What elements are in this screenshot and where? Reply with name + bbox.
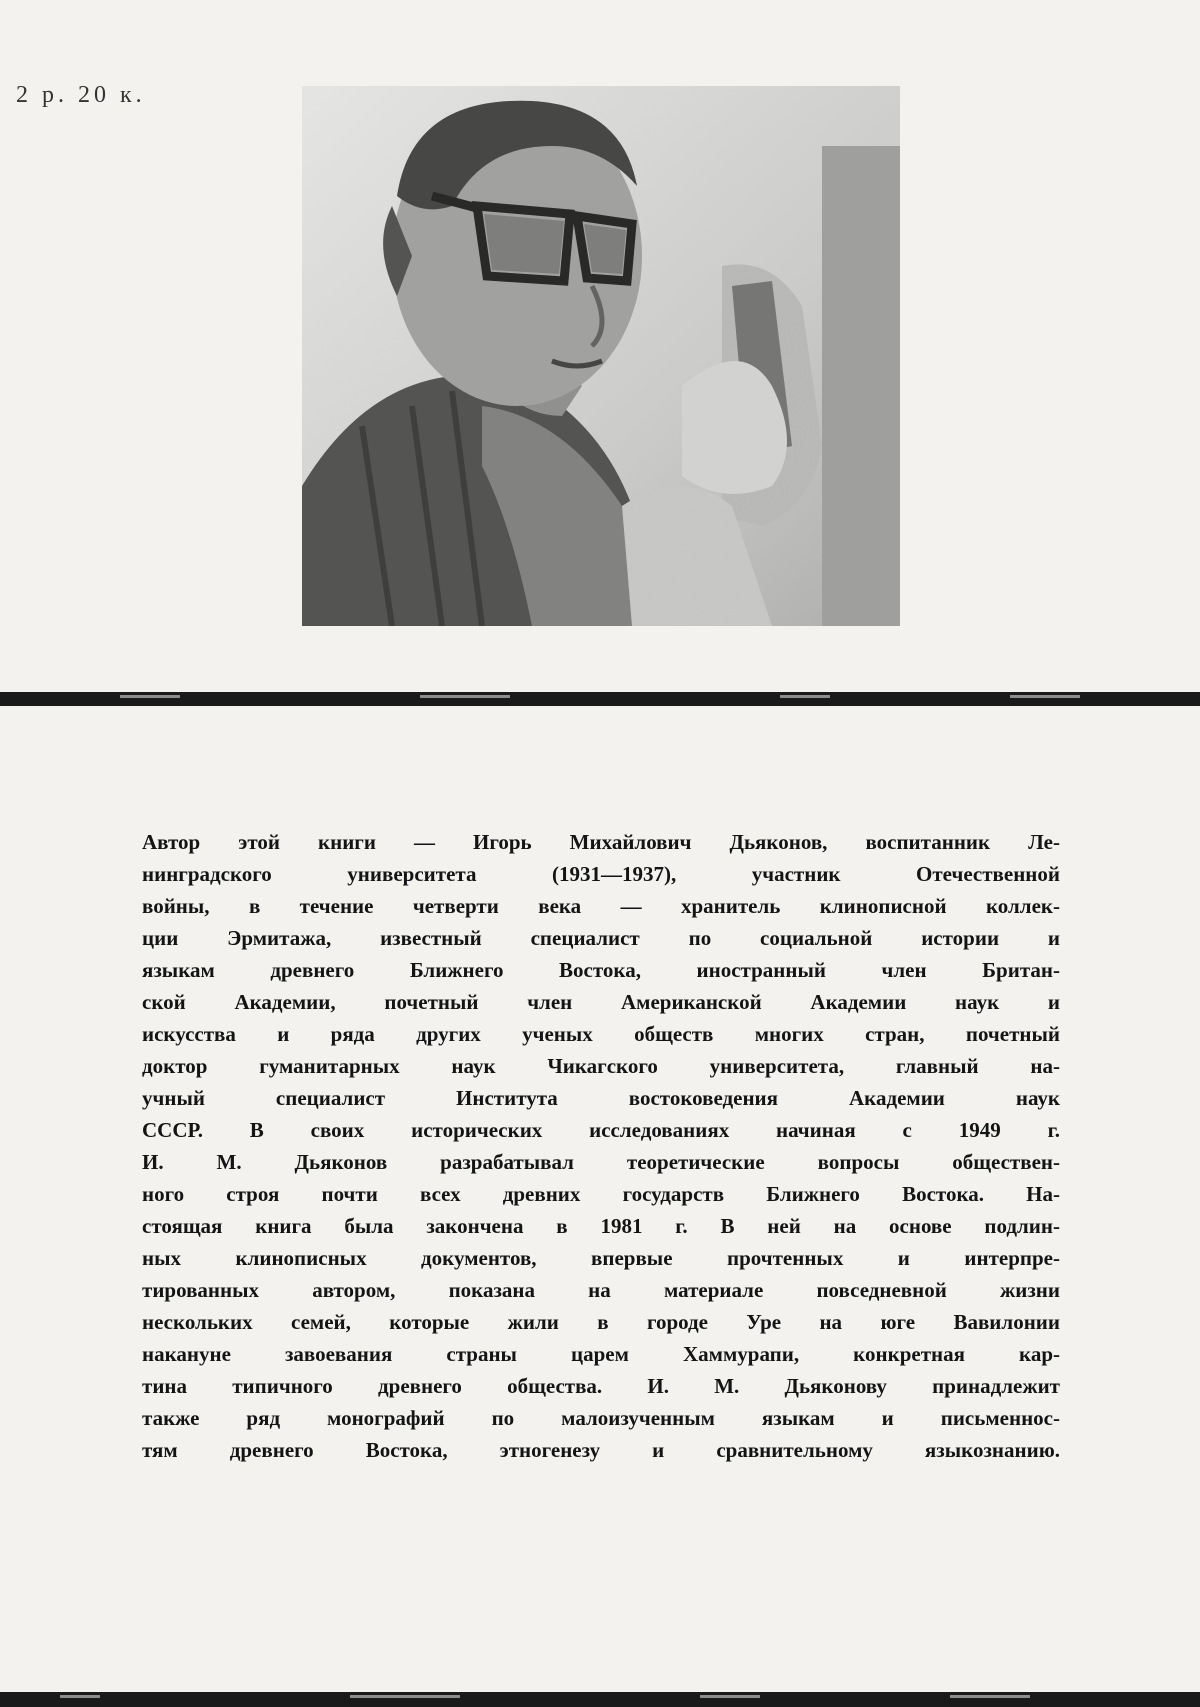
bio-line: тям древнего Востока, этногенезу и сравнительному языкознанию. (142, 1438, 1060, 1462)
bio-line: тина типичного древнего общества. И. М. Дьяконову принадлежит (142, 1374, 1060, 1398)
bio-line: войны, в течение четверти века — хранитель клинописной коллек- (142, 894, 1060, 918)
bio-line: ного строя почти всех древних государств Ближнего Востока. На- (142, 1182, 1060, 1206)
bio-line: учный специалист Института востоковедения Академии наук (142, 1086, 1060, 1110)
bio-line: нинградского университета (1931—1937), участник Отечественной (142, 862, 1060, 886)
bio-line: ции Эрмитажа, известный специалист по социальной истории и (142, 926, 1060, 950)
bio-line: СССР. В своих исторических исследованиях начиная с 1949 г. (142, 1118, 1060, 1142)
author-biography (142, 826, 1060, 1466)
top-divider-bar (0, 692, 1200, 706)
author-portrait-photo (302, 86, 900, 626)
bio-line: стоящая книга была закончена в 1981 г. В ней на основе подлин- (142, 1214, 1060, 1238)
bio-line: языкам древнего Ближнего Востока, иностранный член Британ- (142, 958, 1060, 982)
bio-line: также ряд монографий по малоизученным языкам и письменнос- (142, 1406, 1060, 1430)
bio-line: ской Академии, почетный член Американской Академии наук и (142, 990, 1060, 1014)
bio-line: доктор гуманитарных наук Чикагского университета, главный на- (142, 1054, 1060, 1078)
bio-line: тированных автором, показана на материале повседневной жизни (142, 1278, 1060, 1302)
bottom-divider-bar (0, 1692, 1200, 1707)
bio-line: И. М. Дьяконов разрабатывал теоретические вопросы обществен- (142, 1150, 1060, 1174)
portrait-image (302, 86, 900, 626)
price-label: 2 р. 20 к. (16, 82, 146, 108)
bio-line: ных клинописных документов, впервые прочтенных и интерпре- (142, 1246, 1060, 1270)
bio-line: нескольких семей, которые жили в городе Уре на юге Вавилонии (142, 1310, 1060, 1334)
bio-line: Автор этой книги — Игорь Михайлович Дьяконов, воспитанник Ле- (142, 830, 1060, 854)
bio-line: искусства и ряда других ученых обществ многих стран, почетный (142, 1022, 1060, 1046)
bio-line: накануне завоевания страны царем Хаммурапи, конкретная кар- (142, 1342, 1060, 1366)
